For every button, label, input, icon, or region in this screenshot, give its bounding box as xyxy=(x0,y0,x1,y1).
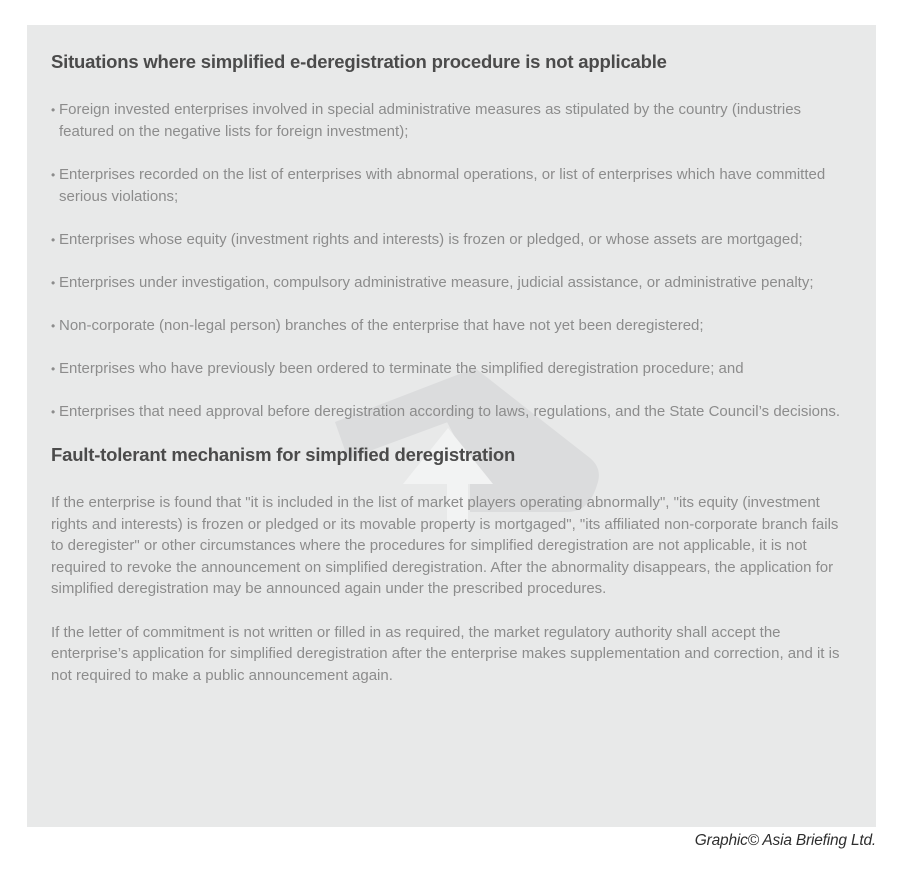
bullet-icon: • xyxy=(51,405,56,419)
list-item xyxy=(51,315,846,337)
bullet-text: Enterprises whose equity (investment rights and interests) is frozen or pledged, or whose assets are mortgaged; xyxy=(59,231,803,248)
bullet-icon: • xyxy=(51,103,56,117)
list-item xyxy=(51,401,846,423)
section2-heading: Fault-tolerant mechanism for simplified deregistration xyxy=(51,444,516,465)
content-panel xyxy=(27,25,876,827)
fault-tolerant-paragraph-1: If the enterprise is found that "it is included in the list of market players operating abnormally", "its equity (investment rights and interests) is frozen or pledged or its movable property is mortgaged", "its affiliated non-corporate branch fails to deregister" or other circumstances where the procedures for simplified deregistration are not applicable, it is not required to revoke the announcement on simplified deregistration. After the abnormality disappears, the application for simplified deregistration may be announced again under the prescribed procedures. xyxy=(51,494,839,597)
bullet-text: Non-corporate (non-legal person) branches of the enterprise that have not yet been deregistered; xyxy=(59,317,704,334)
list-item xyxy=(51,272,846,294)
graphic-credit: Graphic© Asia Briefing Ltd. xyxy=(694,832,876,849)
bullet-icon: • xyxy=(51,276,56,290)
bullet-text: Enterprises that need approval before deregistration according to laws, regulations, and the State Council’s decisions. xyxy=(59,403,841,420)
list-item xyxy=(51,358,846,380)
list-item xyxy=(51,164,846,208)
bullet-text: Enterprises under investigation, compulsory administrative measure, judicial assistance, or administrative penalty; xyxy=(59,274,814,291)
list-item xyxy=(51,99,846,143)
section1-bullet-list xyxy=(51,99,846,423)
bullet-icon: • xyxy=(51,168,56,182)
bullet-icon: • xyxy=(51,362,56,376)
bullet-icon: • xyxy=(51,233,56,247)
bullet-text: Foreign invested enterprises involved in special administrative measures as stipulated by the country (industries featured on the negative lists for foreign investment); xyxy=(59,101,802,140)
bullet-icon: • xyxy=(51,319,56,333)
section1-heading: Situations where simplified e-deregistration procedure is not applicable xyxy=(51,51,667,72)
panel-content xyxy=(51,51,846,686)
bullet-text: Enterprises recorded on the list of enterprises with abnormal operations, or list of enterprises which have committed serious violations; xyxy=(59,166,826,205)
list-item xyxy=(51,229,846,251)
fault-tolerant-paragraph-2: If the letter of commitment is not written or filled in as required, the market regulatory authority shall accept the enterprise’s application for simplified deregistration after the enterprise makes supplementation and correction, and it is not required to make a public announcement again. xyxy=(51,623,840,684)
bullet-text: Enterprises who have previously been ordered to terminate the simplified deregistration procedure; and xyxy=(59,360,744,377)
